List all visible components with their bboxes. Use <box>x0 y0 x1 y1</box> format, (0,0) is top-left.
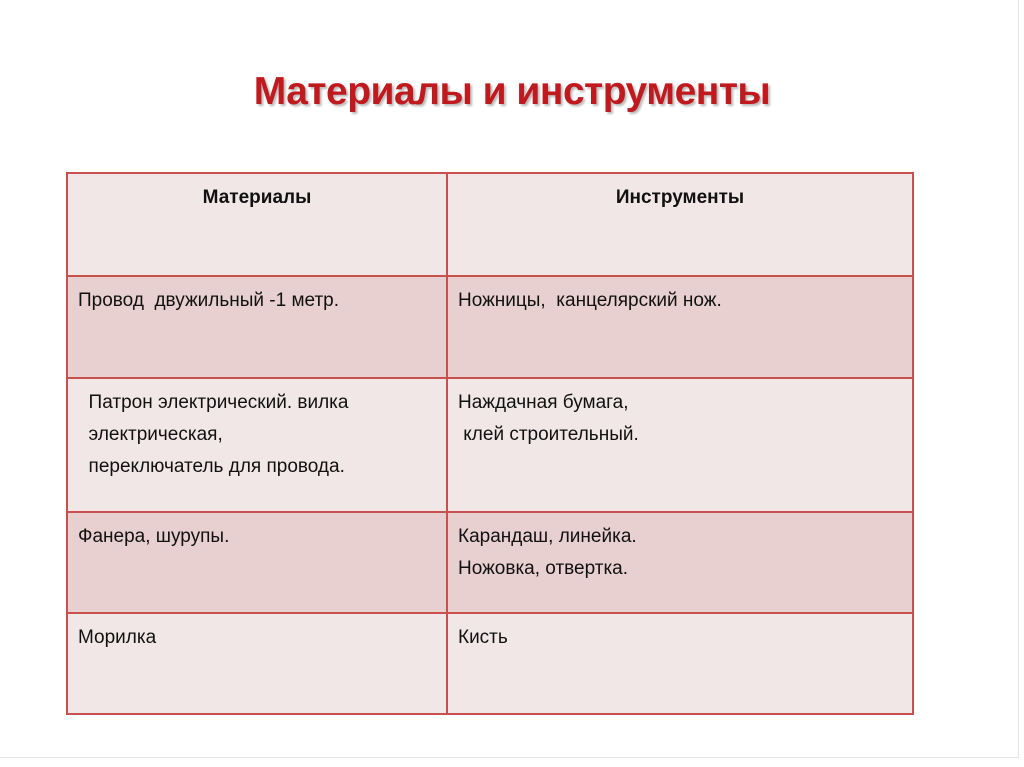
table-row <box>67 512 913 613</box>
header-tools: Инструменты <box>447 173 913 276</box>
cell-text: Ножницы, канцелярский нож. <box>458 290 722 311</box>
cell-text: клей строительный. <box>458 424 639 445</box>
cell-text: Фанера, шурупы. <box>78 526 230 547</box>
table-row <box>67 276 913 378</box>
cell-text: электрическая, <box>78 424 223 445</box>
tools-cell <box>447 378 913 512</box>
materials-cell <box>67 613 447 714</box>
table-row <box>67 613 913 714</box>
materials-tools-table-wrapper <box>66 172 912 715</box>
header-materials: Материалы <box>67 173 447 276</box>
table-row <box>67 378 913 512</box>
slide-title: Материалы и инструменты <box>253 70 771 113</box>
cell-text: Патрон электрический. вилка <box>78 392 349 413</box>
tools-cell <box>447 512 913 613</box>
cell-text: переключатель для провода. <box>78 456 345 477</box>
materials-cell <box>67 512 447 613</box>
cell-text: Морилка <box>78 627 157 648</box>
table-header-row <box>67 173 913 276</box>
cell-text: Кисть <box>458 627 508 648</box>
cell-text: Карандаш, линейка. <box>458 526 637 547</box>
cell-text: Ножовка, отвертка. <box>458 558 629 579</box>
cell-text: Провод двужильный -1 метр. <box>78 290 340 311</box>
materials-tools-table <box>66 172 914 715</box>
materials-cell <box>67 378 447 512</box>
tools-cell <box>447 276 913 378</box>
tools-cell <box>447 613 913 714</box>
cell-text: Наждачная бумага, <box>458 392 629 413</box>
materials-cell <box>67 276 447 378</box>
